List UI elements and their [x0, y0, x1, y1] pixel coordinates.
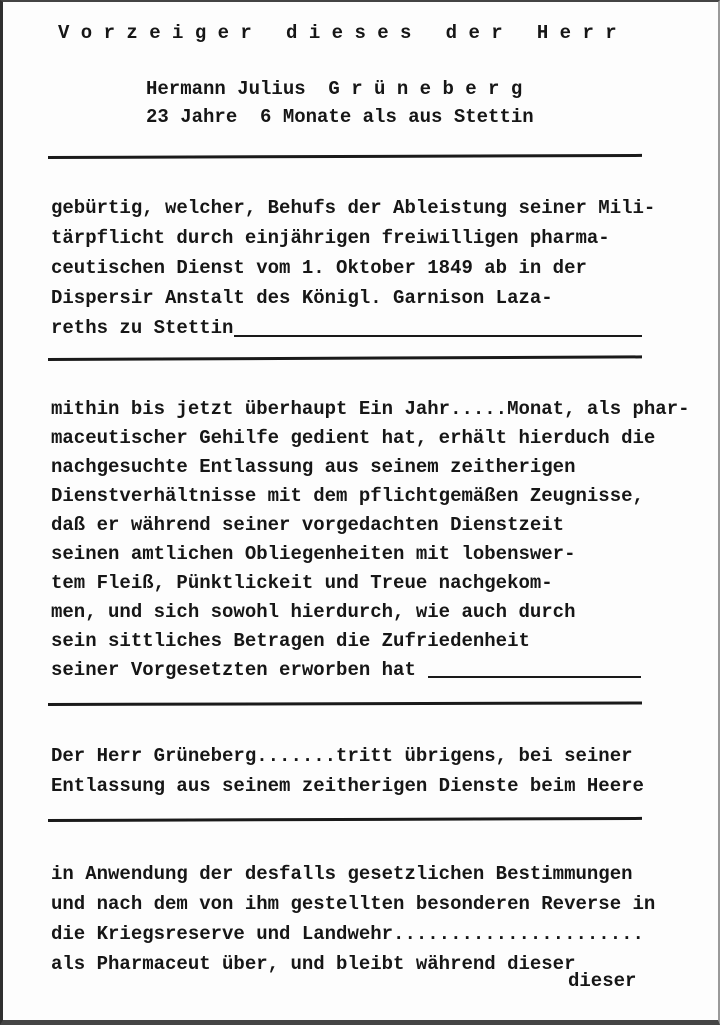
text-line: daß er während seiner vorgedachten Dienstzeit [51, 514, 565, 536]
blank-field-line [234, 335, 642, 337]
text-line: tem Fleiß, Pünktlickeit und Treue nachgekom- [51, 572, 553, 594]
text-line: als Pharmaceut über, und bleibt während dieser [51, 953, 576, 975]
paragraph-discharge [51, 395, 690, 685]
text-line: seiner Vorgesetzten erworben hat [51, 659, 416, 681]
paragraph-transfer [51, 741, 644, 801]
text-line: gebürtig, welcher, Behufs der Ableistung seiner Mili- [51, 197, 656, 219]
text-line: reths zu Stettin [51, 317, 234, 339]
text-line: Dienstverhältnisse mit dem pflichtgemäßen Zeugnisse, [51, 485, 644, 507]
text-line: Dispersir Anstalt des Königl. Garnison Laza- [51, 287, 553, 309]
paragraph-service [51, 193, 655, 343]
text-line: in Anwendung der desfalls gesetzlichen Bestimmungen [51, 863, 633, 885]
section-divider-line [48, 701, 642, 706]
blank-field-line [428, 676, 641, 678]
text-line: seinen amtlichen Obliegenheiten mit lobenswer- [51, 543, 576, 565]
person-name-line: Hermann Julius G r ü n e b e r g [146, 78, 523, 100]
text-line: die Kriegsreserve und Landwehr...................... [51, 923, 644, 945]
text-line: Der Herr Grüneberg.......tritt übrigens, bei seiner [51, 745, 633, 767]
paragraph-reserve [51, 859, 655, 979]
catchword: dieser [568, 970, 637, 992]
text-line: men, und sich sowohl hierdurch, wie auch durch [51, 601, 576, 623]
text-line: und nach dem von ihm gestellten besonderen Reverse in [51, 893, 656, 915]
section-divider-line [48, 154, 642, 159]
section-divider-line [48, 355, 642, 361]
text-line: mithin bis jetzt überhaupt Ein Jahr.....Monat, als phar- [51, 398, 690, 420]
text-line: sein sittliches Betragen die Zufriedenheit [51, 630, 530, 652]
section-divider-line [48, 817, 642, 822]
text-line: nachgesuchte Entlassung aus seinem zeitherigen [51, 456, 576, 478]
text-line: tärpflicht durch einjährigen freiwilligen pharma- [51, 227, 610, 249]
text-line: maceutischer Gehilfe gedient hat, erhält hierduch die [51, 427, 656, 449]
text-line: ceutischen Dienst vom 1. Oktober 1849 ab in der [51, 257, 587, 279]
person-details-line: 23 Jahre 6 Monate als aus Stettin [146, 106, 534, 128]
document-heading: V o r z e i g e r d i e s e s d e r H e r r [58, 22, 617, 44]
text-line: Entlassung aus seinem zeitherigen Dienste beim Heere [51, 775, 644, 797]
